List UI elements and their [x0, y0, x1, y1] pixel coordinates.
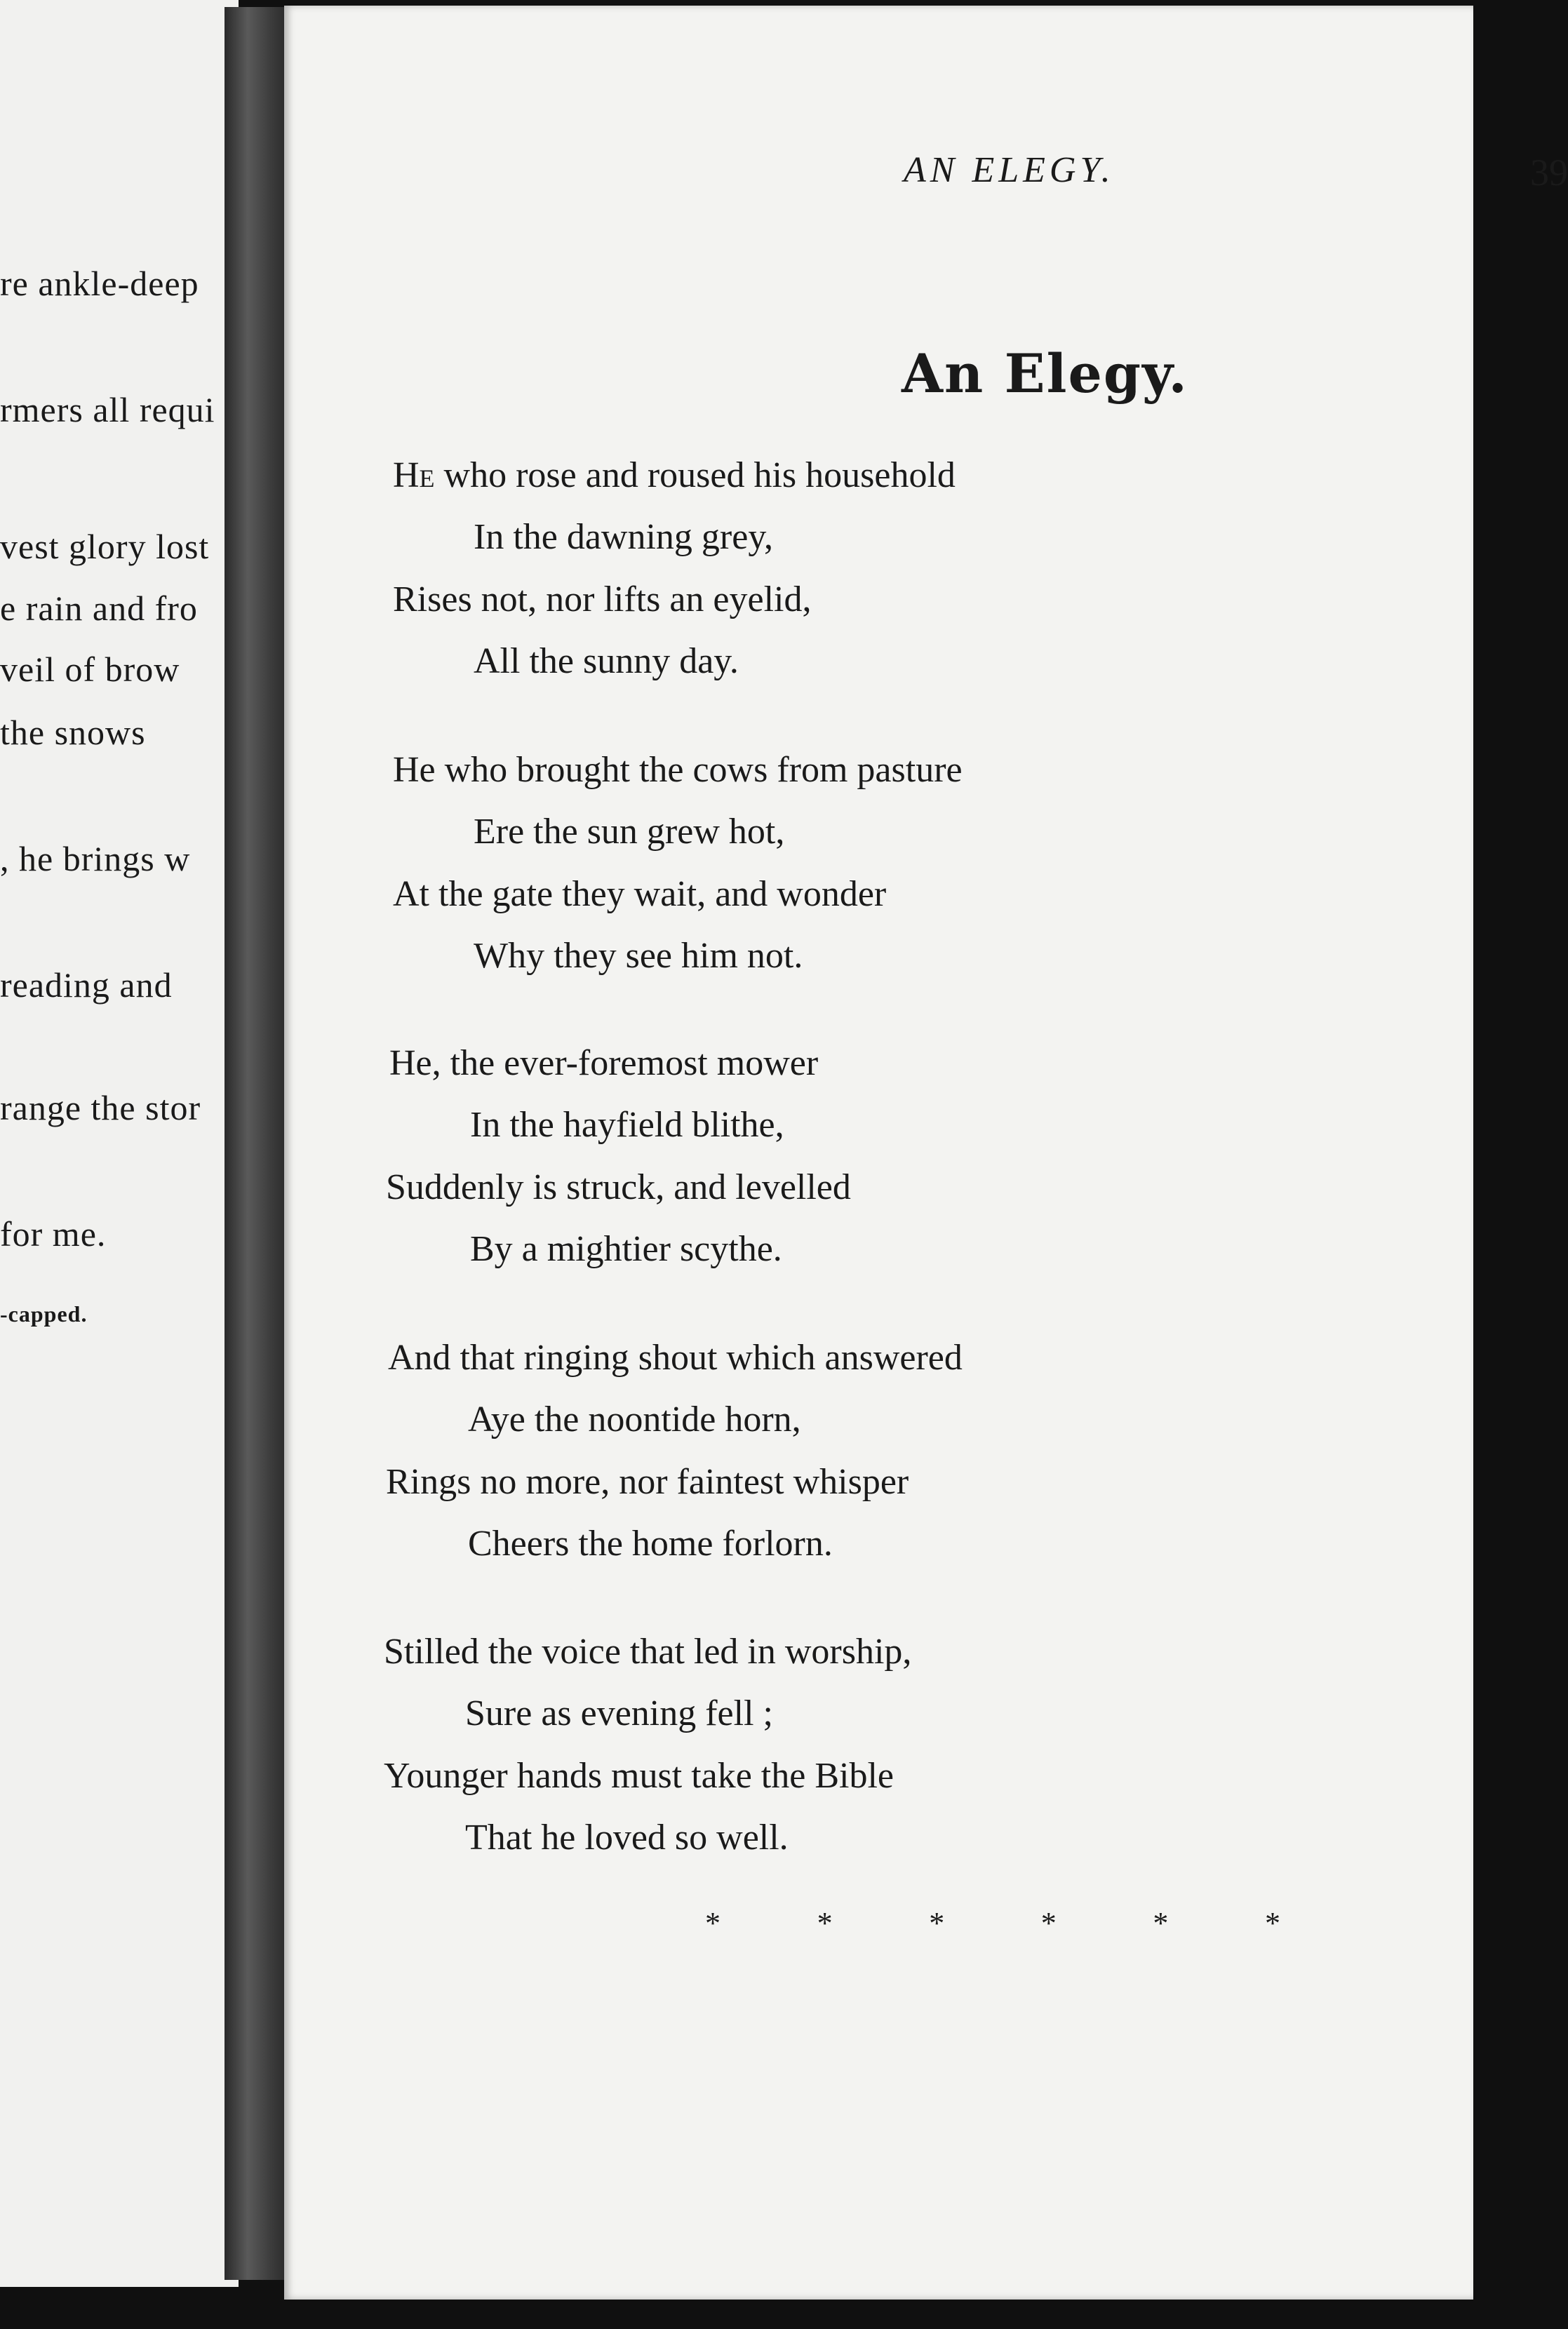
- verse-line: Rings no more, nor faintest whisper: [386, 1462, 909, 1502]
- verse-line: Suddenly is struck, and levelled: [386, 1167, 851, 1207]
- asterisk: *: [1264, 1906, 1280, 1940]
- left-page-line: the snows: [0, 713, 146, 752]
- verse-line: In the dawning grey,: [474, 517, 773, 557]
- asterisk: *: [817, 1906, 833, 1940]
- verse-line-rest: who rose and roused his household: [434, 455, 956, 495]
- left-page-line: vest glory lost: [0, 527, 210, 566]
- running-head: AN ELEGY.: [904, 150, 1115, 190]
- verse-line: At the gate they wait, and wonder: [393, 874, 887, 914]
- verse-line: That he loved so well.: [465, 1818, 789, 1858]
- verse-line: Rises not, nor lifts an eyelid,: [393, 579, 812, 619]
- verse-line: Stilled the voice that led in worship,: [384, 1632, 912, 1672]
- left-page-line: veil of brow: [0, 650, 180, 689]
- page-number: 39: [1530, 152, 1568, 194]
- verse-line: He who brought the cows from pasture: [393, 750, 963, 790]
- verse-line: In the hayfield blithe,: [470, 1105, 784, 1145]
- left-page-line: rmers all requi: [0, 390, 215, 429]
- verse-line: He, the ever-foremost mower: [389, 1043, 819, 1083]
- verse-line: Ere the sun grew hot,: [474, 812, 785, 852]
- left-page-fragment: [0, 0, 239, 2287]
- asterisk: *: [1153, 1906, 1169, 1940]
- drop-word: He: [393, 455, 435, 495]
- section-separator: [705, 1905, 1280, 1941]
- verse-line: By a mightier scythe.: [470, 1229, 782, 1269]
- verse-line: Younger hands must take the Bible: [384, 1756, 894, 1796]
- left-page-line: range the stor: [0, 1088, 201, 1127]
- left-page-line: for me.: [0, 1214, 107, 1254]
- left-page-footnote: -capped.: [0, 1301, 88, 1327]
- verse-line: Cheers the home forlorn.: [468, 1524, 833, 1564]
- page: [284, 6, 1568, 2300]
- asterisk: *: [1040, 1906, 1057, 1940]
- left-page-line: reading and: [0, 965, 173, 1005]
- verse-line: [393, 455, 956, 496]
- verse-line: Sure as evening fell ;: [465, 1693, 773, 1733]
- left-page-line: re ankle-deep: [0, 264, 199, 303]
- asterisk: *: [705, 1906, 721, 1940]
- asterisk: *: [929, 1906, 945, 1940]
- verse-line: Why they see him not.: [474, 936, 803, 976]
- verse-line: And that ringing shout which answered: [388, 1338, 963, 1378]
- left-page-line: e rain and fro: [0, 589, 198, 628]
- verse-line: Aye the noontide horn,: [468, 1400, 801, 1439]
- poem-title: An Elegy.: [902, 342, 1188, 405]
- left-page-line: , he brings w: [0, 839, 191, 878]
- verse-line: All the sunny day.: [474, 641, 739, 681]
